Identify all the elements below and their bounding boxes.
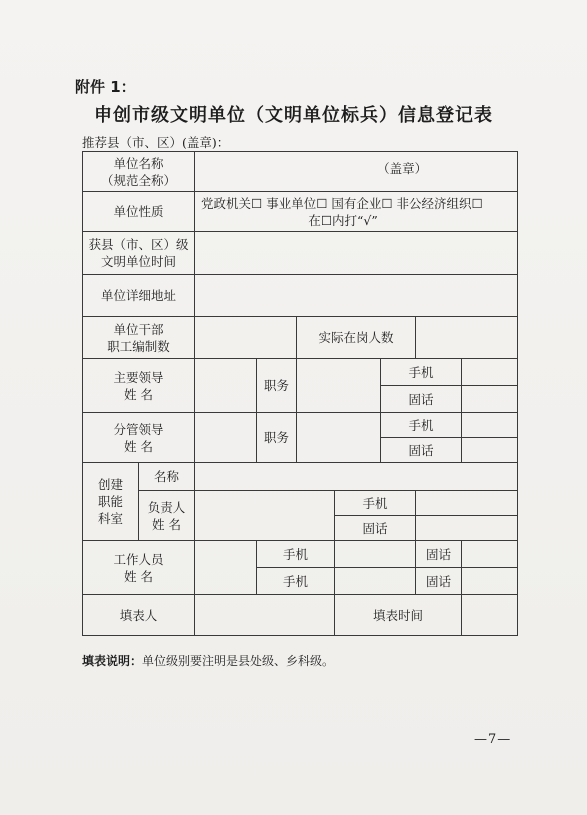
staff-landline-field-2[interactable]	[462, 568, 518, 595]
note-label: 填表说明：	[82, 654, 143, 668]
main-leader-landline-field[interactable]	[462, 386, 518, 413]
person-in-charge-landline-field[interactable]	[416, 516, 518, 541]
person-in-charge-field[interactable]	[195, 491, 335, 541]
attachment-label: 附件 1：	[75, 78, 136, 96]
actual-staff-label: 实际在岗人数	[297, 317, 416, 359]
unit-type-label: 单位性质	[83, 192, 195, 232]
unit-type-options-line1: 党政机关☐ 事业单位☐ 国有企业☐ 非公经济组织☐	[201, 195, 483, 211]
fill-time-label: 填表时间	[335, 595, 462, 636]
person-in-charge-mobile-field[interactable]	[416, 491, 518, 516]
person-in-charge-label: 负责人 姓 名	[139, 491, 195, 541]
person-in-charge-mobile-label: 手机	[335, 491, 416, 516]
page-number: —7—	[474, 732, 512, 747]
staff-landline-field-1[interactable]	[462, 541, 518, 568]
staff-name-field[interactable]	[195, 541, 257, 595]
filler-label: 填表人	[83, 595, 195, 636]
staff-mobile-field-2[interactable]	[335, 568, 416, 595]
unit-name-field[interactable]	[195, 152, 518, 192]
deputy-leader-field[interactable]	[195, 413, 257, 463]
office-name-label: 名称	[139, 463, 195, 491]
staff-landline-label-2: 固话	[416, 568, 462, 595]
creation-office-label: 创建 职能 科室	[83, 463, 139, 541]
main-leader-post-field[interactable]	[297, 359, 381, 413]
staff-mobile-label-1: 手机	[257, 541, 335, 568]
main-leader-mobile-field[interactable]	[462, 359, 518, 386]
staffing-label: 单位干部 职工编制数	[83, 317, 195, 359]
staff-mobile-field-1[interactable]	[335, 541, 416, 568]
address-label: 单位详细地址	[83, 275, 195, 317]
staff-name-label: 工作人员 姓 名	[83, 541, 195, 595]
seal-label: （盖章）	[377, 161, 428, 176]
document-title: 申创市级文明单位（文明单位标兵）信息登记表	[94, 105, 493, 126]
county-award-time-label: 获县（市、区）级 文明单位时间	[83, 232, 195, 275]
deputy-leader-post-field[interactable]	[297, 413, 381, 463]
staffing-field[interactable]	[195, 317, 297, 359]
note-text: 单位级别要注明是县处级、乡科级。	[142, 654, 335, 668]
main-leader-field[interactable]	[195, 359, 257, 413]
address-field[interactable]	[195, 275, 518, 317]
fill-time-field[interactable]	[462, 595, 518, 636]
unit-name-label: 单位名称 （规范全称）	[83, 152, 195, 192]
actual-staff-field[interactable]	[416, 317, 518, 359]
deputy-leader-landline-label: 固话	[381, 438, 462, 463]
main-leader-label: 主要领导 姓 名	[83, 359, 195, 413]
deputy-leader-post-label: 职务	[257, 413, 297, 463]
person-in-charge-landline-label: 固话	[335, 516, 416, 541]
deputy-leader-mobile-field[interactable]	[462, 413, 518, 438]
office-name-field[interactable]	[195, 463, 518, 491]
staff-landline-label-1: 固话	[416, 541, 462, 568]
main-leader-mobile-label: 手机	[381, 359, 462, 386]
registration-form-table	[82, 151, 518, 636]
recommend-county-line: 推荐县（市、区）(盖章)：	[82, 135, 230, 150]
deputy-leader-landline-field[interactable]	[462, 438, 518, 463]
county-award-time-field[interactable]	[195, 232, 518, 275]
main-leader-post-label: 职务	[257, 359, 297, 413]
form-note	[82, 652, 334, 669]
filler-field[interactable]	[195, 595, 335, 636]
deputy-leader-mobile-label: 手机	[381, 413, 462, 438]
unit-type-options[interactable]	[195, 192, 518, 232]
main-leader-landline-label: 固话	[381, 386, 462, 413]
unit-type-options-line2: 在☐内打“√”	[308, 212, 378, 228]
deputy-leader-label: 分管领导 姓 名	[83, 413, 195, 463]
staff-mobile-label-2: 手机	[257, 568, 335, 595]
